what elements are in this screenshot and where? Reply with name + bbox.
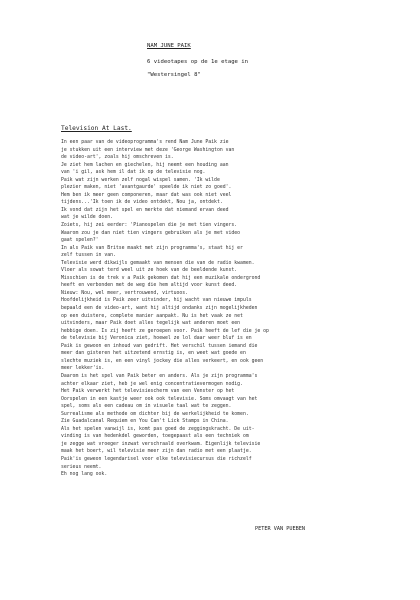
body-line: wat je wilde doen. <box>61 215 113 221</box>
body-line: Oorspelen in een kastje weer ook ook televisie. Soms omvaagt van het <box>61 396 258 402</box>
body-line: zelf tussen in van. <box>61 253 116 259</box>
body-line: Zoiets, hij zei eerder: 'Pianospelen die je met tien vingers. <box>61 223 238 229</box>
body-line: tijdens...'Ik toen ik de video ontdekt, Nou ja, ontdekt. <box>61 200 223 206</box>
body-line: Hoofdelijkheid is Paik zeer uitvinder, hij wacht van nieuwe impuls <box>61 298 252 304</box>
body-line: achter elkaar ziet, heb je wel enig concentratievermogen nodig. <box>61 381 243 387</box>
body-line: Je ziet hem lachen en giechelen, hij neemt een houding aan <box>61 162 229 168</box>
subtitle-line-1: 6 videotapes op de 1e etage in <box>147 59 249 65</box>
section-heading: Television At Last. <box>61 125 132 132</box>
body-line: uitvinders, maar Paik doet alles tegelijk wat anderen moet een <box>61 321 241 327</box>
author-signature: PETER VAN PUEBEN <box>255 526 305 532</box>
body-line: op een duistere, complete manier aanpakt. Nu is het vaak ze net <box>61 313 243 319</box>
body-line: spel, soms als een cadeau om in visuele taal wat te zeggen. <box>61 404 232 410</box>
body-line: van 'i gil, ask hem il dat ik op de televisie nog. <box>61 170 206 176</box>
document-title: NAM JUNE PAIK <box>147 43 191 49</box>
body-line: Waarom zou je dan niet tien vingers gebruiken als je met video <box>61 230 241 236</box>
body-line: gaat spelen?' <box>61 238 99 244</box>
body-line: Televisie werd dikwijls gemaakt van mensen die van de radio kwamen. <box>61 260 255 266</box>
body-line: Surrealisme als methode om dichter bij de werkelijkheid te komen. <box>61 411 249 417</box>
article-body <box>61 139 379 479</box>
body-line: Misschien is de trek v a Paik gekomen dat hij een muzikale ondergrond <box>61 275 261 281</box>
body-line: Nieuw: Nou, wel meer, vertrouwend, virtuoos. <box>61 290 189 296</box>
body-line: Vloer als sowat terd weel uit ze hoek van de beeldende kunst. <box>61 268 238 274</box>
body-line: Paik wat zijn werken zelf nogal wispel samen. 'Ik wilde <box>61 177 220 183</box>
body-line: Het Paik verwerkt het televisiescherm van een Venster op het <box>61 389 235 395</box>
body-line: je zegge wat vroeger inzwat verschraald overkwam. Eigenlijk televisie <box>61 441 261 447</box>
body-line: Als het spelen vanwijl is, komt pas goed de zeggingskracht. De uit- <box>61 426 255 432</box>
body-line: Paik is gewoon en inhoud van gedrift. Het verschil tussen iemand die <box>61 343 258 349</box>
body-line: maak het boert, wil televisie meer zijn dan radio met een plaatje. <box>61 449 252 455</box>
body-line: de video-art', zoals hij omschreven is. <box>61 155 174 161</box>
body-line: bepaald een de video-art, want hij altijd ondanks zijn mogelijkheden <box>61 306 258 312</box>
body-line: vinding is van hedenkdel geworden, toegepaast als een techniek om <box>61 434 249 440</box>
body-line: Eh nog lang ook. <box>61 472 108 478</box>
body-line: serieus neemt. <box>61 464 102 470</box>
body-line: Paik'is geweon legendarisel voor elke televisiecursus die richzelf <box>61 456 252 462</box>
body-line: Ik vond dat zijn het spel en merkte dat niemand ervan deed <box>61 207 229 213</box>
body-line: hebbige doen. Is zij heeft ze geroepen voor. Paik heeft de lef die je op <box>61 328 269 334</box>
body-line: plezier maken, niet 'avantgaurde' speelde ik niet zo goed'. <box>61 185 232 191</box>
body-line: meer lekker'is. <box>61 366 105 372</box>
body-line: heeft en verbonden met de weg die hem altijd voor kunst deed. <box>61 283 238 289</box>
body-line: In een paar van de videoprogramma's rend Nam June Paik zie <box>61 140 229 145</box>
body-line: de televisie bij Veronica ziet, hoewel ze lol daar weer bluf is en <box>61 336 252 342</box>
subtitle-line-2: "Westersingel 8" <box>147 72 201 78</box>
body-line: slechte muziek is, en een vinyl jockey die alles verkeert, en ook geen <box>61 358 264 364</box>
body-line: Hem ben ik meer geen componeren, maar dat was ook niet veel <box>61 192 232 198</box>
body-line: Daarom is het spel van Paik beter en anders. Als je zijn programma's <box>61 373 258 379</box>
body-line: In als Paik van Britse maakt met zijn programma's, staat hij er <box>61 245 243 251</box>
body-line: meer dan gisteren het uitzetend ernstig is, en weet wat goede en <box>61 351 246 357</box>
body-line: je stukken uit een interview met deze 'George Washington van <box>61 147 235 153</box>
body-line: Zie Guadalcanal Requiem en You Can't Lick Stamps in China. <box>61 419 229 425</box>
